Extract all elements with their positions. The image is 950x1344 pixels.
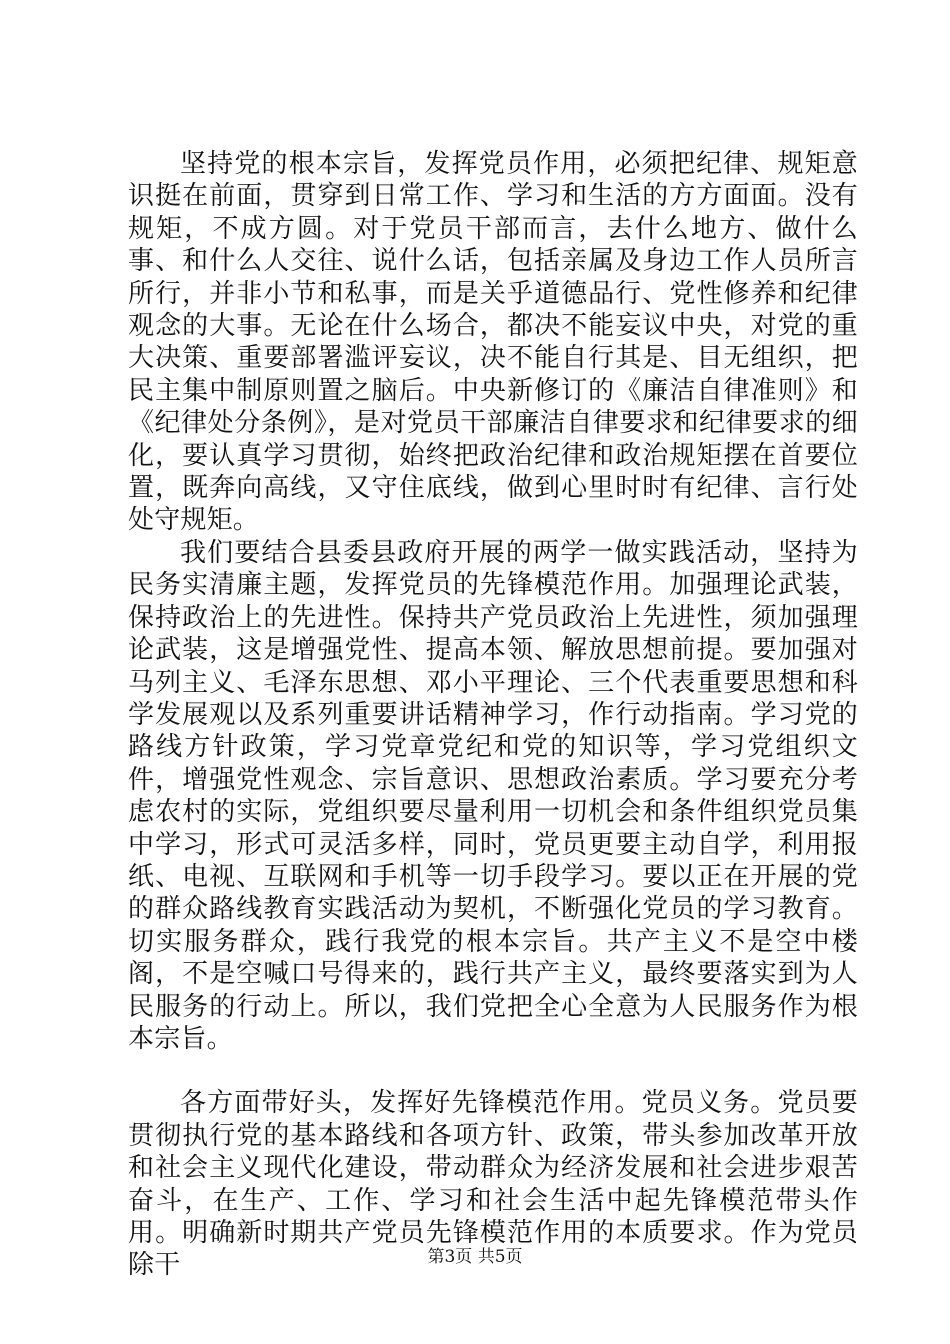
- paragraph-study: 我们要结合县委县政府开展的两学一做实践活动，坚持为民务实清廉主题，发挥党员的先锋模范作用。加强理论武装，保持政治上的先进性。保持共产党员政治上先进性，须加强理论武装，这是增强党性、提高本领、解放思想前提。要加强对马列主义、毛泽东思想、邓小平理论、三个代表重要思想和科学发展观以及系列重要讲话精神学习，作行动指南。学习党的路线方针政策，学习党章党纪和党的知识等，学习党组织文件，增强党性观念、宗旨意识、思想政治素质。学习要充分考虑农村的实际，党组织要尽量利用一切机会和条件组织党员集中学习，形式可灵活多样，同时，党员更要主动自学，利用报纸、电视、互联网和手机等一切手段学习。要以正在开展的党的群众路线教育实践活动为契机，不断强化党员的学习教育。切实服务群众，践行我党的根本宗旨。共产主义不是空中楼阁，不是空喊口号得来的，践行共产主义，最终要落实到为人民服务的行动上。所以，我们党把全心全意为人民服务作为根本宗旨。: [128, 537, 858, 1054]
- page-footer: 第3页 共5页: [427, 1247, 523, 1267]
- paragraph-discipline: 坚持党的根本宗旨，发挥党员作用，必须把纪律、规矩意识挺在前面，贯穿到日常工作、学习和生活的方方面面。没有规矩，不成方圆。对于党员干部而言，去什么地方、做什么事、和什么人交往、说什么话，包括亲属及身边工作人员所言所行，并非小节和私事，而是关乎道德品行、党性修养和纪律观念的大事。无论在什么场合，都决不能妄议中央，对党的重大决策、重要部署滥评妄议，决不能自行其是、目无组织，把民主集中制原则置之脑后。中央新修订的《廉洁自律准则》和《纪律处分条例》，是对党员干部廉洁自律要求和纪律要求的细化，要认真学习贯彻，始终把政治纪律和政治规矩摆在首要位置，既奔向高线，又守住底线，做到心里时时有纪律、言行处处守规矩。: [128, 149, 858, 536]
- document-body: [128, 148, 858, 1282]
- paragraph-vanguard: 各方面带好头，发挥好先锋模范作用。党员义务。党员要贯彻执行党的基本路线和各项方针、政策，带头参加改革开放和社会主义现代化建设，带动群众为经济发展和社会进步艰苦奋斗，在生产、工作、学习和社会生活中起先锋模范带头作用。明确新时期共产党员先锋模范作用的本质要求。作为党员除干: [128, 1088, 858, 1281]
